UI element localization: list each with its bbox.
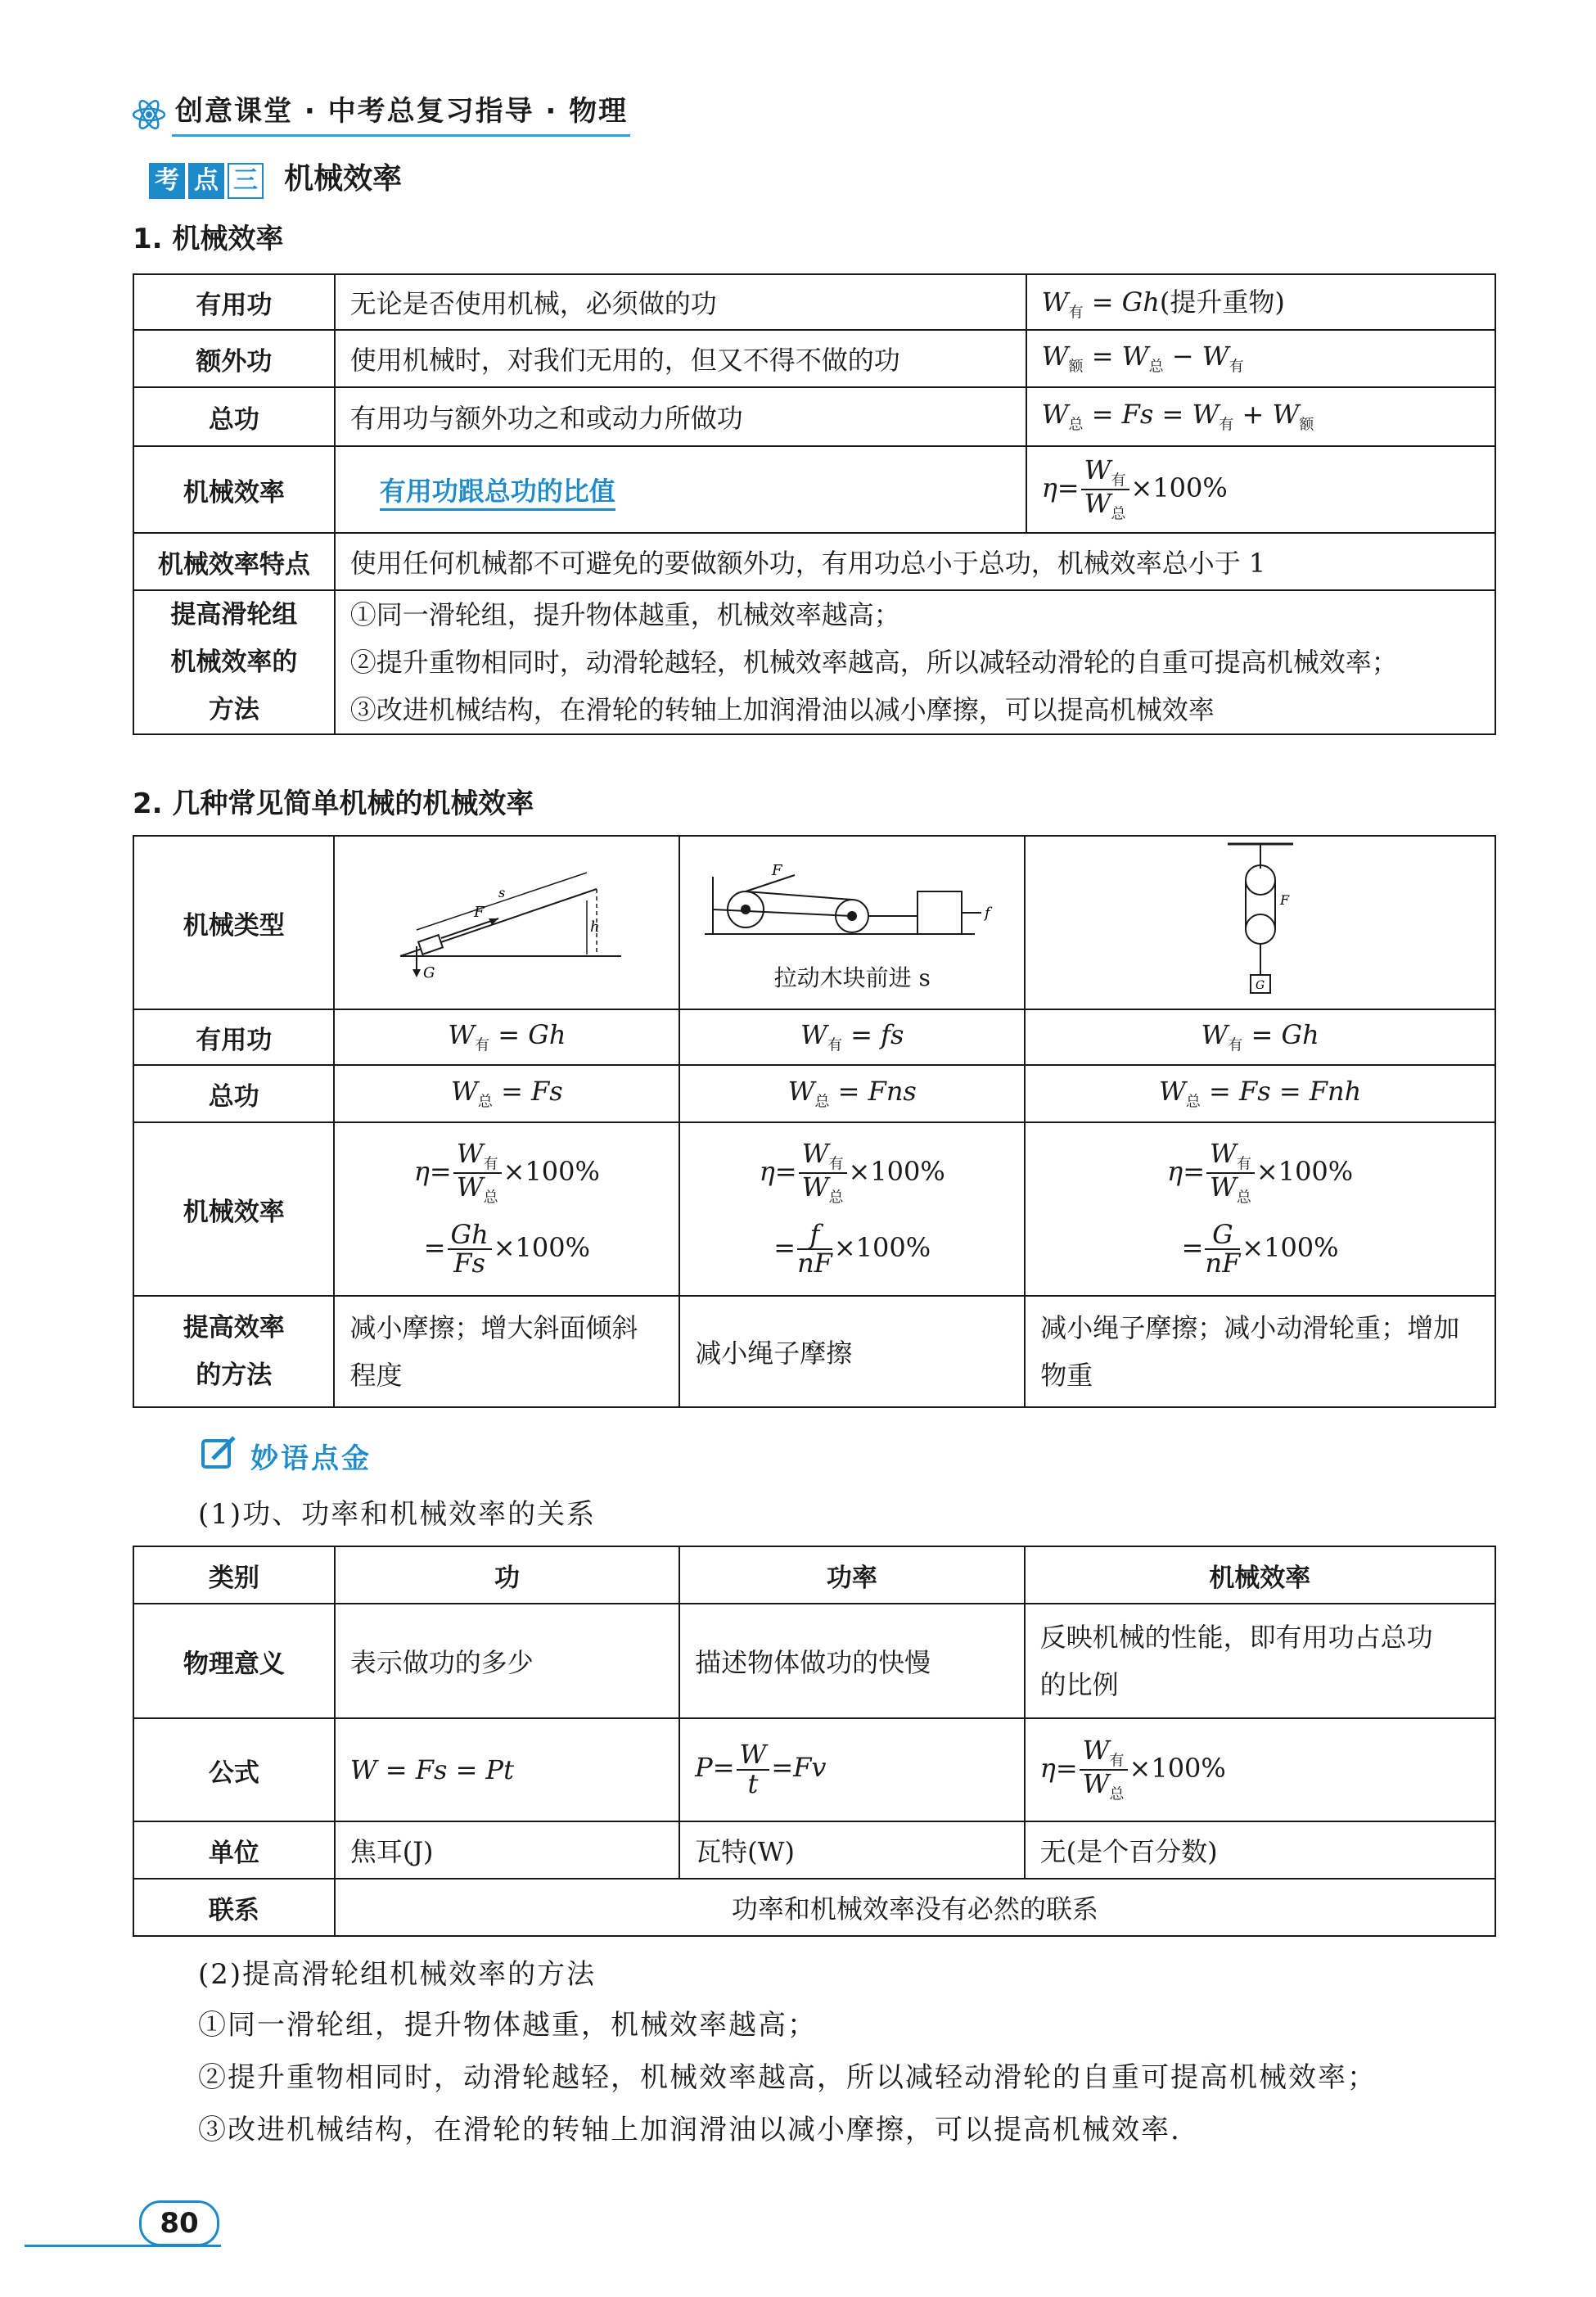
- svg-text:s: s: [498, 885, 506, 900]
- eff-fraction: $\frac{W_有}{W_总}$: [1081, 457, 1129, 523]
- efficiency-table: [133, 273, 1496, 735]
- row-label: 公式: [133, 1718, 335, 1821]
- row-label: 物理意义: [133, 1604, 335, 1718]
- row-label: 机械效率: [133, 446, 335, 533]
- table-row: [133, 330, 1495, 387]
- svg-text:h: h: [590, 918, 600, 936]
- topic-tag-2: 点: [188, 163, 224, 199]
- section1-title: 1. 机械效率: [133, 223, 284, 255]
- label-line: 提高效率: [183, 1313, 285, 1343]
- table-row: [133, 446, 1495, 533]
- formula-cell: $W_有 = Gh$: [1025, 1009, 1495, 1065]
- text-line: 反映机械的性能，即有用功占总功: [1039, 1622, 1433, 1653]
- formula-cell: $W_总$ = Fns: [679, 1065, 1025, 1122]
- horizontal-cell: [679, 836, 1025, 1009]
- label-line: 机械效率的: [170, 648, 298, 677]
- formula-cell: W = Fs = Pt: [335, 1718, 679, 1821]
- table-row: [133, 1296, 1495, 1407]
- svg-text:G: G: [423, 964, 435, 981]
- row-formula: $W_额 = W_总 - W_有$: [1026, 330, 1495, 387]
- improve-cell: [334, 1296, 679, 1407]
- row-label: 机械效率: [133, 1122, 334, 1296]
- cell: 焦耳(J): [335, 1821, 679, 1879]
- tips-question-2: (2)提高滑轮组机械效率的方法: [198, 1958, 597, 1991]
- row-label: [133, 590, 335, 734]
- topic-title: 机械效率: [284, 162, 403, 196]
- filled-answer: 有用功跟总功的比值: [380, 476, 615, 511]
- table-row: [133, 1546, 1495, 1604]
- row-label: 机械效率特点: [133, 533, 335, 590]
- table-row: [133, 1718, 1495, 1821]
- formula-cell: η= $\frac{W_有}{W_总}$ ×100%: [1025, 1718, 1495, 1821]
- row-formula: $W_有 = Gh$(提升重物): [1026, 274, 1495, 330]
- header-underline: [172, 134, 630, 137]
- text-line: 的比例: [1039, 1669, 1119, 1700]
- text-line: 物重: [1040, 1360, 1093, 1391]
- list-item: ①同一滑轮组，提升物体越重，机械效率越高；: [198, 2009, 817, 2042]
- list-item: ③改进机械结构，在滑轮的转轴上加润滑油以减小摩擦，可以提高机械效率: [349, 694, 1215, 725]
- text-line: 程度: [349, 1360, 403, 1391]
- incline-diagram: [384, 858, 629, 981]
- incline-cell: [334, 836, 679, 1009]
- page-number: 80: [139, 2200, 219, 2246]
- row-desc: 无论是否使用机械，必须做的功: [335, 274, 1026, 330]
- header-title: 创意课堂 · 中考总复习指导 · 物理: [175, 95, 629, 128]
- topic-heading: [149, 156, 402, 199]
- svg-text:F: F: [474, 904, 485, 921]
- list-item: ③改进机械结构，在滑轮的转轴上加润滑油以减小摩擦，可以提高机械效率.: [198, 2114, 1181, 2146]
- svg-text:F: F: [1279, 892, 1289, 908]
- header-cell: 机械效率: [1025, 1546, 1495, 1604]
- text-line: 减小绳子摩擦；减小动滑轮重；增加: [1040, 1312, 1460, 1343]
- formula-cell: $W_有$ = fs: [679, 1009, 1025, 1065]
- formula-cell: $W_有 = Gh$: [334, 1009, 679, 1065]
- list-item: ②提升重物相同时，动滑轮越轻，机械效率越高，所以减轻动滑轮的自重可提高机械效率；: [198, 2061, 1377, 2094]
- table-row: [133, 836, 1495, 1009]
- row-desc: 使用机械时，对我们无用的，但又不得不做的功: [335, 330, 1026, 387]
- cell: [1025, 1604, 1495, 1718]
- row-label: 总功: [133, 387, 335, 446]
- cell: 描述物体做功的快慢: [679, 1604, 1024, 1718]
- formula-cell: $W_总 = Fs$ = Fnh: [1025, 1065, 1495, 1122]
- table-row: [133, 1821, 1495, 1879]
- horizontal-pulley-diagram: [697, 852, 1008, 950]
- table-row: [133, 1879, 1495, 1936]
- cell: 无(是个百分数): [1025, 1821, 1495, 1879]
- row-desc: 有用功与额外功之和或动力所做功: [335, 387, 1026, 446]
- row-label: 有用功: [133, 274, 335, 330]
- page-number-line: [25, 2245, 221, 2247]
- row-label: [133, 1296, 334, 1407]
- formula-cell: η= $\frac{W_有}{W_总}$ ×100% = $\frac{G}{nF}$ ×100%: [1025, 1122, 1495, 1296]
- pencil-note-icon: [200, 1434, 237, 1472]
- table-row: [133, 387, 1495, 446]
- svg-text:G: G: [1255, 979, 1265, 992]
- table-row: [133, 1122, 1495, 1296]
- row-formula: η= $\frac{W_有}{W_总}$ ×100%: [1026, 446, 1495, 533]
- formula-note: (提升重物): [1159, 287, 1285, 318]
- label-line: 的方法: [196, 1361, 273, 1390]
- row-label: 总功: [133, 1065, 334, 1122]
- table-row: [133, 1009, 1495, 1065]
- row-label: 单位: [133, 1821, 335, 1879]
- list-item: ①同一滑轮组，提升物体越重，机械效率越高；: [349, 599, 900, 630]
- label-line: 提高滑轮组: [170, 600, 298, 630]
- formula-cell: η= $\frac{W_有}{W_总}$ ×100% = $\frac{Gh}{Fs}$ ×100%: [334, 1122, 679, 1296]
- header-cell: 类别: [133, 1546, 335, 1604]
- pulley-block-diagram: [1211, 837, 1310, 1001]
- improve-cell: [1025, 1296, 1495, 1407]
- row-label: 联系: [133, 1879, 335, 1936]
- row-desc: 使用任何机械都不可避免的要做额外功，有用功总小于总功，机械效率总小于 1: [335, 533, 1495, 590]
- row-desc: [335, 590, 1495, 734]
- table-row: [133, 590, 1495, 734]
- topic-tag-1: 考: [149, 163, 185, 199]
- topic-tag-3: 三: [228, 163, 264, 199]
- row-label: 有用功: [133, 1009, 334, 1065]
- header-cell: 功: [335, 1546, 679, 1604]
- diagram-caption: 拉动木块前进 s: [773, 964, 931, 991]
- simple-machines-table: [133, 835, 1496, 1408]
- row-label: 机械类型: [133, 836, 334, 1009]
- svg-text:f: f: [985, 905, 990, 922]
- cell: 瓦特(W): [679, 1821, 1024, 1879]
- table-row: [133, 1065, 1495, 1122]
- table-row: [133, 533, 1495, 590]
- table-row: [133, 274, 1495, 330]
- formula-cell: P= $\frac{W}{t}$ =Fv: [679, 1718, 1024, 1821]
- text-line: 减小摩擦；增大斜面倾斜: [349, 1312, 638, 1343]
- improve-cell: 减小绳子摩擦: [679, 1296, 1025, 1407]
- tips-question-1: (1)功、功率和机械效率的关系: [198, 1498, 597, 1531]
- tips-title: 妙语点金: [250, 1442, 372, 1475]
- pulley-cell: [1025, 836, 1495, 1009]
- cell: 功率和机械效率没有必然的联系: [335, 1879, 1495, 1936]
- row-desc: [335, 446, 1026, 533]
- header-cell: 功率: [679, 1546, 1024, 1604]
- list-item: ②提升重物相同时，动滑轮越轻，机械效率越高，所以减轻动滑轮的自重可提高机械效率；: [349, 647, 1398, 678]
- section2-title: 2. 几种常见简单机械的机械效率: [133, 787, 534, 820]
- cell: 表示做功的多少: [335, 1604, 679, 1718]
- formula-cell: $W_总 = Fs$: [334, 1065, 679, 1122]
- label-line: 方法: [208, 695, 259, 724]
- atom-icon: [131, 97, 167, 133]
- relation-table: [133, 1546, 1496, 1937]
- row-label: 额外功: [133, 330, 335, 387]
- row-formula: $W_总 = Fs = W_有 + W_额$: [1026, 387, 1495, 446]
- table-row: [133, 1604, 1495, 1718]
- formula-cell: η= $\frac{W_有}{W_总}$ ×100% = $\frac{f}{nF}$ ×100%: [679, 1122, 1025, 1296]
- svg-text:F: F: [772, 862, 782, 879]
